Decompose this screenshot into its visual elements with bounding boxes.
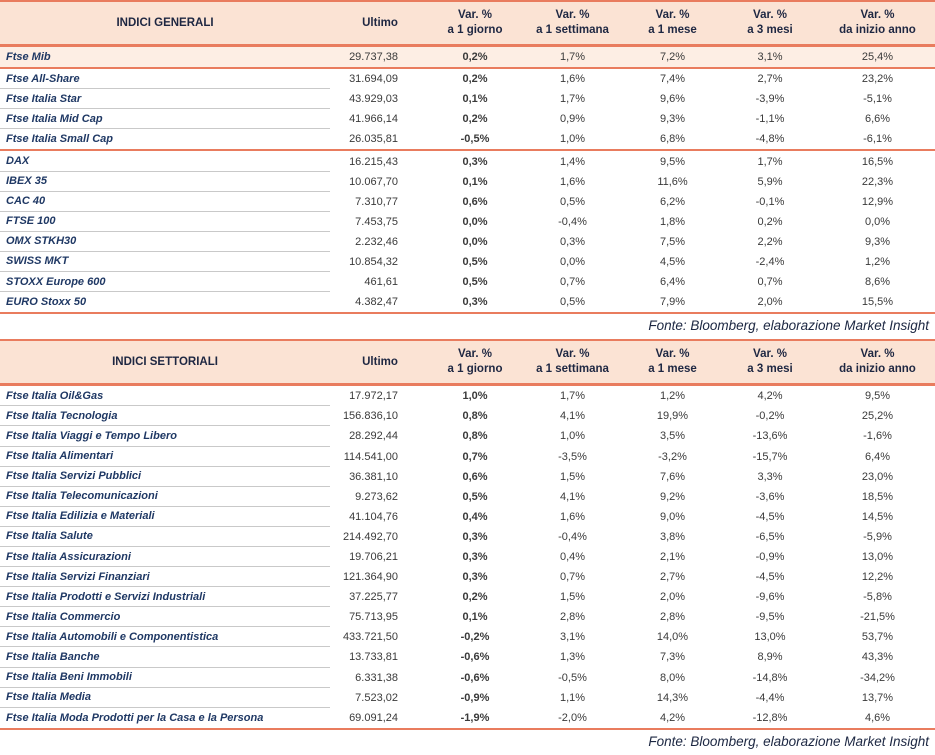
- col-header-line2: a 1 giorno: [447, 24, 503, 36]
- last-value: 156.836,10: [342, 410, 398, 423]
- var-1d-value: 0,0%: [462, 235, 488, 248]
- table-row: [0, 688, 935, 708]
- last-value: 26.035,81: [349, 133, 398, 146]
- col-header-line2: a 3 mesi: [747, 363, 793, 376]
- table-row: [0, 69, 935, 89]
- var-1w-value: 0,7%: [559, 571, 586, 584]
- var-1m-value: 9,3%: [659, 113, 686, 126]
- var-1w-value: 1,4%: [559, 155, 586, 168]
- table-row: [0, 151, 935, 171]
- var-3m-value: 3,1%: [757, 51, 783, 64]
- var-1m-value: 7,6%: [659, 470, 686, 483]
- var-ytd-value: 8,6%: [864, 276, 891, 289]
- last-value: 31.694,09: [349, 73, 398, 86]
- var-ytd-value: 0,0%: [864, 215, 891, 228]
- col-header-line2: da inizio anno: [839, 24, 916, 36]
- table-title: INDICI GENERALI: [116, 16, 214, 29]
- last-value: 41.104,76: [349, 510, 398, 523]
- table-header: [0, 0, 935, 47]
- var-1m-value: 8,0%: [659, 671, 686, 684]
- table-title: INDICI SETTORIALI: [112, 355, 218, 368]
- table-row: [0, 668, 935, 688]
- table-row: [0, 47, 935, 69]
- var-ytd-value: 13,7%: [861, 691, 894, 704]
- last-value: 43.929,03: [349, 93, 398, 106]
- last-value: 7.310,77: [355, 195, 398, 208]
- index-name: Ftse Italia Moda Prodotti per la Casa e la Persona: [6, 711, 264, 724]
- var-ytd-value: 53,7%: [861, 631, 894, 644]
- var-ytd-value: 14,5%: [861, 510, 894, 523]
- index-name: Ftse Italia Prodotti e Servizi Industriali: [0, 587, 330, 607]
- last-value: 9.273,62: [355, 490, 398, 503]
- col-header-line1: Var. %: [860, 9, 895, 21]
- var-1w-value: 0,7%: [559, 276, 586, 289]
- var-1d-value: -0,2%: [460, 631, 490, 644]
- index-name: Ftse Italia Tecnologia: [0, 406, 330, 426]
- var-1d-value: 0,2%: [462, 113, 488, 126]
- var-ytd-value: 23,0%: [861, 470, 894, 483]
- col-header-ultimo: Ultimo: [362, 16, 398, 29]
- var-3m-value: -9,6%: [755, 591, 785, 604]
- var-1w-value: 1,1%: [559, 691, 586, 704]
- last-value: 433.721,50: [342, 631, 398, 644]
- var-1m-value: 2,7%: [659, 571, 686, 584]
- var-3m-value: 2,7%: [757, 73, 783, 86]
- table-row: [0, 109, 935, 129]
- last-value: 114.541,00: [343, 450, 398, 463]
- var-3m-value: -1,1%: [755, 113, 785, 126]
- col-header-var-1w: [520, 2, 625, 44]
- index-name: Ftse Italia Commercio: [0, 607, 330, 627]
- last-value: 13.733,81: [349, 651, 398, 664]
- var-ytd-value: 6,6%: [864, 113, 891, 126]
- var-3m-value: 13,0%: [754, 631, 786, 644]
- index-name: Ftse Italia Salute: [0, 527, 330, 547]
- table-row: [0, 447, 935, 467]
- col-header-var-3m: [720, 341, 820, 383]
- table-row: [0, 708, 935, 730]
- var-1d-value: 0,6%: [462, 470, 488, 483]
- table-row: [0, 507, 935, 527]
- col-header-line1: Var. %: [753, 348, 787, 361]
- last-value: 41.966,14: [349, 113, 398, 126]
- var-3m-value: -12,8%: [752, 711, 788, 724]
- var-1m-value: 3,5%: [659, 430, 686, 443]
- col-header-line2: a 1 settimana: [536, 24, 609, 36]
- last-value: 36.381,10: [349, 470, 398, 483]
- var-ytd-value: -6,1%: [863, 133, 892, 146]
- last-value: 214.492,70: [342, 530, 398, 543]
- var-1m-value: 2,8%: [659, 611, 686, 624]
- var-1w-value: 2,8%: [559, 611, 586, 624]
- var-3m-value: -4,4%: [755, 691, 785, 704]
- last-value: 29.737,38: [349, 51, 398, 64]
- col-header-var-1m: [625, 341, 720, 383]
- table-row: [0, 89, 935, 109]
- table-row: [0, 607, 935, 627]
- var-1w-value: 1,5%: [559, 470, 586, 483]
- var-3m-value: 0,7%: [757, 276, 783, 289]
- table-row: [0, 252, 935, 272]
- index-name: SWISS MKT: [0, 252, 330, 272]
- index-name: Ftse Italia Small Cap: [6, 133, 113, 146]
- var-3m-value: -15,7%: [752, 450, 788, 463]
- table-row: [0, 527, 935, 547]
- index-name: FTSE 100: [0, 212, 330, 232]
- sector-indices-table: [0, 339, 935, 755]
- index-name: Ftse Italia Oil&Gas: [0, 386, 330, 406]
- var-3m-value: -2,4%: [755, 255, 785, 268]
- index-name: Ftse Mib: [6, 51, 51, 64]
- col-header-line1: Var. %: [860, 348, 895, 361]
- index-name: DAX: [0, 151, 330, 171]
- var-1m-value: 7,2%: [659, 51, 686, 64]
- var-1d-value: 0,3%: [462, 530, 488, 543]
- last-value: 4.382,47: [355, 296, 398, 309]
- var-1d-value: 0,3%: [462, 296, 488, 309]
- var-3m-value: 8,9%: [757, 651, 783, 664]
- var-1w-value: 1,0%: [559, 430, 586, 443]
- var-3m-value: -4,5%: [755, 510, 785, 523]
- var-3m-value: -0,9%: [755, 551, 785, 564]
- var-1w-value: 1,6%: [559, 510, 586, 523]
- table-body: [0, 47, 935, 314]
- var-1m-value: 9,6%: [659, 93, 686, 106]
- var-ytd-value: 43,3%: [861, 651, 894, 664]
- var-1d-value: 0,1%: [462, 175, 488, 188]
- var-3m-value: -0,2%: [755, 410, 785, 423]
- var-3m-value: 1,7%: [757, 155, 783, 168]
- last-value: 7.523,02: [355, 691, 398, 704]
- index-name: Ftse Italia Edilizia e Materiali: [0, 507, 330, 527]
- table-header: [0, 339, 935, 386]
- col-header-line2: a 1 giorno: [447, 363, 503, 376]
- var-1w-value: 3,1%: [559, 631, 586, 644]
- var-1w-value: 1,0%: [559, 133, 586, 146]
- table-row: [0, 212, 935, 232]
- last-value: 19.706,21: [349, 551, 398, 564]
- last-value: 6.331,38: [355, 671, 398, 684]
- var-1d-value: 0,2%: [462, 51, 488, 64]
- var-3m-value: -3,9%: [755, 93, 785, 106]
- table-row: [0, 406, 935, 426]
- index-name: Ftse Italia Mid Cap: [0, 109, 330, 129]
- col-header-var-1d: [430, 2, 520, 44]
- col-header-line2: da inizio anno: [839, 363, 916, 376]
- index-name: Ftse Italia Beni Immobili: [0, 668, 330, 688]
- var-ytd-value: 25,4%: [861, 51, 894, 64]
- var-1m-value: 4,2%: [659, 711, 686, 724]
- var-1m-value: 14,3%: [656, 691, 689, 704]
- var-1w-value: 0,5%: [559, 195, 586, 208]
- col-header-line1: Var. %: [655, 348, 690, 361]
- var-1w-value: 0,9%: [559, 113, 586, 126]
- var-1m-value: 7,3%: [659, 651, 686, 664]
- var-1m-value: 4,5%: [659, 255, 686, 268]
- var-1w-value: 1,6%: [559, 73, 586, 86]
- table-row: [0, 567, 935, 587]
- var-1d-value: 0,5%: [462, 255, 488, 268]
- var-3m-value: -9,5%: [755, 611, 785, 624]
- var-1d-value: -1,9%: [460, 711, 490, 724]
- var-1m-value: -3,2%: [658, 450, 687, 463]
- var-1w-value: 0,0%: [559, 255, 586, 268]
- col-header-line1: Var. %: [655, 9, 690, 21]
- var-3m-value: -4,8%: [755, 133, 785, 146]
- var-1w-value: -0,4%: [558, 530, 587, 543]
- table-row: [0, 292, 935, 314]
- var-1w-value: -3,5%: [558, 450, 587, 463]
- var-1d-value: 0,0%: [462, 215, 488, 228]
- var-1d-value: -0,6%: [460, 651, 490, 664]
- col-header-var-3m: [720, 2, 820, 44]
- last-value: 2.232,46: [355, 235, 398, 248]
- last-value: 16.215,43: [349, 155, 398, 168]
- var-1m-value: 6,2%: [659, 195, 686, 208]
- var-1d-value: 0,1%: [462, 93, 488, 106]
- var-1m-value: 6,8%: [659, 133, 686, 146]
- table-row: [0, 426, 935, 446]
- col-header-var-1m: [625, 2, 720, 44]
- var-ytd-value: 12,9%: [861, 195, 894, 208]
- var-1d-value: 0,3%: [462, 155, 488, 168]
- table-row: [0, 547, 935, 567]
- var-1w-value: -0,5%: [558, 671, 587, 684]
- var-1m-value: 1,2%: [659, 390, 686, 403]
- source-note: Fonte: Bloomberg, elaborazione Market Insight: [648, 733, 929, 749]
- var-3m-value: 2,2%: [757, 235, 783, 248]
- table-row: [0, 172, 935, 192]
- var-1d-value: -0,9%: [460, 691, 490, 704]
- var-1d-value: 0,7%: [462, 450, 488, 463]
- var-3m-value: -3,6%: [755, 490, 785, 503]
- var-1m-value: 3,8%: [659, 530, 686, 543]
- index-name: Ftse Italia Automobili e Componentistica: [0, 627, 330, 647]
- var-1m-value: 2,0%: [659, 591, 686, 604]
- index-name: Ftse All-Share: [0, 69, 330, 89]
- var-1w-value: 1,7%: [559, 93, 586, 106]
- var-1d-value: 0,5%: [462, 276, 488, 289]
- var-ytd-value: -5,9%: [863, 530, 892, 543]
- col-header-line1: Var. %: [555, 9, 590, 21]
- col-header-var-ytd: [820, 2, 935, 44]
- col-header-line2: a 1 mese: [648, 363, 697, 376]
- var-1w-value: -0,4%: [558, 215, 587, 228]
- var-1d-value: 0,6%: [462, 195, 488, 208]
- var-1d-value: 0,8%: [462, 410, 488, 423]
- var-1w-value: 1,5%: [559, 591, 586, 604]
- var-1d-value: -0,5%: [460, 133, 490, 146]
- var-ytd-value: 4,6%: [864, 711, 891, 724]
- var-1d-value: 0,3%: [462, 551, 488, 564]
- index-name: CAC 40: [0, 192, 330, 212]
- last-value: 10.067,70: [349, 175, 398, 188]
- var-ytd-value: 25,2%: [861, 410, 894, 423]
- index-name: Ftse Italia Alimentari: [0, 447, 330, 467]
- var-ytd-value: 23,2%: [861, 73, 894, 86]
- var-1d-value: 0,3%: [462, 571, 488, 584]
- var-ytd-value: -5,1%: [863, 93, 892, 106]
- table-row: [0, 386, 935, 406]
- col-header-var-ytd: [820, 341, 935, 383]
- index-name: Ftse Italia Media: [0, 688, 330, 708]
- var-3m-value: -13,6%: [752, 430, 788, 443]
- var-ytd-value: -1,6%: [863, 430, 892, 443]
- index-name: EURO Stoxx 50: [6, 296, 87, 309]
- index-name: Ftse Italia Servizi Finanziari: [0, 567, 330, 587]
- var-3m-value: 2,0%: [757, 296, 783, 309]
- var-1w-value: 0,4%: [559, 551, 586, 564]
- col-header-ultimo: Ultimo: [362, 355, 398, 368]
- table-row: [0, 272, 935, 292]
- var-ytd-value: -34,2%: [860, 671, 895, 684]
- index-name: OMX STKH30: [0, 232, 330, 252]
- var-3m-value: 3,3%: [757, 470, 783, 483]
- var-3m-value: 5,9%: [757, 175, 783, 188]
- var-3m-value: -6,5%: [755, 530, 785, 543]
- var-1w-value: 4,1%: [559, 410, 586, 423]
- var-1m-value: 9,5%: [659, 155, 686, 168]
- var-3m-value: -4,5%: [755, 571, 785, 584]
- var-1w-value: 0,3%: [559, 235, 586, 248]
- var-1m-value: 19,9%: [656, 410, 689, 423]
- last-value: 28.292,44: [349, 430, 398, 443]
- index-name: Ftse Italia Servizi Pubblici: [0, 467, 330, 487]
- var-1m-value: 7,9%: [659, 296, 686, 309]
- var-ytd-value: 6,4%: [864, 450, 891, 463]
- var-ytd-value: 12,2%: [861, 571, 894, 584]
- index-name: STOXX Europe 600: [0, 272, 330, 292]
- source-note: Fonte: Bloomberg, elaborazione Market Insight: [648, 318, 929, 334]
- var-ytd-value: 18,5%: [861, 490, 894, 503]
- index-name: Ftse Italia Telecomunicazioni: [0, 487, 330, 507]
- table-row: [0, 647, 935, 667]
- var-3m-value: -14,8%: [752, 671, 788, 684]
- col-header-line2: a 1 mese: [648, 24, 697, 36]
- index-name: Ftse Italia Banche: [0, 647, 330, 667]
- var-1d-value: 0,4%: [462, 510, 488, 523]
- last-value: 461,61: [364, 276, 398, 289]
- var-1m-value: 2,1%: [659, 551, 686, 564]
- col-header-line2: a 3 mesi: [747, 24, 793, 36]
- var-1d-value: 0,2%: [462, 591, 488, 604]
- var-1m-value: 7,4%: [659, 73, 686, 86]
- var-1w-value: 1,3%: [559, 651, 586, 664]
- var-1d-value: 1,0%: [462, 390, 488, 403]
- last-value: 75.713,95: [349, 611, 398, 624]
- col-header-line1: Var. %: [458, 348, 492, 361]
- col-header-var-1w: [520, 341, 625, 383]
- var-ytd-value: 13,0%: [861, 551, 894, 564]
- var-1w-value: 1,6%: [559, 175, 586, 188]
- index-name: IBEX 35: [0, 172, 330, 192]
- var-3m-value: -0,1%: [755, 195, 785, 208]
- var-ytd-value: 9,5%: [864, 390, 891, 403]
- var-1d-value: -0,6%: [460, 671, 490, 684]
- last-value: 37.225,77: [349, 591, 398, 604]
- var-1d-value: 0,5%: [462, 490, 488, 503]
- last-value: 7.453,75: [355, 215, 398, 228]
- var-1w-value: 1,7%: [559, 390, 586, 403]
- last-value: 17.972,17: [349, 390, 398, 403]
- var-ytd-value: -21,5%: [860, 611, 895, 624]
- table-row: [0, 487, 935, 507]
- var-1m-value: 7,5%: [659, 235, 686, 248]
- last-value: 69.091,24: [349, 711, 398, 724]
- var-1d-value: 0,8%: [462, 430, 488, 443]
- var-1m-value: 9,2%: [659, 490, 686, 503]
- col-header-var-1d: [430, 341, 520, 383]
- var-1m-value: 9,0%: [659, 510, 686, 523]
- var-ytd-value: 22,3%: [861, 175, 894, 188]
- last-value: 10.854,32: [349, 255, 398, 268]
- col-header-line1: Var. %: [753, 9, 787, 21]
- var-3m-value: 0,2%: [757, 215, 783, 228]
- last-value: 121.364,90: [342, 571, 398, 584]
- var-1w-value: 0,5%: [559, 296, 586, 309]
- var-1m-value: 1,8%: [659, 215, 686, 228]
- var-ytd-value: 15,5%: [861, 296, 894, 309]
- var-ytd-value: 16,5%: [861, 155, 894, 168]
- var-1d-value: 0,1%: [462, 611, 488, 624]
- table-row: [0, 232, 935, 252]
- var-ytd-value: 9,3%: [864, 235, 891, 248]
- table-row: [0, 129, 935, 151]
- var-3m-value: 4,2%: [757, 390, 783, 403]
- general-indices-table: [0, 0, 935, 339]
- var-1w-value: 1,7%: [559, 51, 586, 64]
- table-row: [0, 627, 935, 647]
- var-1m-value: 6,4%: [659, 276, 686, 289]
- col-header-line1: Var. %: [555, 348, 590, 361]
- table-row: [0, 192, 935, 212]
- table-row: [0, 587, 935, 607]
- var-1m-value: 11,6%: [657, 175, 688, 188]
- var-ytd-value: -5,8%: [863, 591, 892, 604]
- index-name: Ftse Italia Assicurazioni: [0, 547, 330, 567]
- index-name: Ftse Italia Viaggi e Tempo Libero: [0, 426, 330, 446]
- var-ytd-value: 1,2%: [864, 255, 891, 268]
- var-1w-value: -2,0%: [558, 711, 587, 724]
- table-body: [0, 386, 935, 730]
- index-name: Ftse Italia Star: [0, 89, 330, 109]
- var-1m-value: 14,0%: [656, 631, 689, 644]
- table-row: [0, 467, 935, 487]
- var-1d-value: 0,2%: [462, 73, 488, 86]
- col-header-line2: a 1 settimana: [536, 363, 609, 376]
- col-header-line1: Var. %: [458, 9, 492, 21]
- var-1w-value: 4,1%: [559, 490, 586, 503]
